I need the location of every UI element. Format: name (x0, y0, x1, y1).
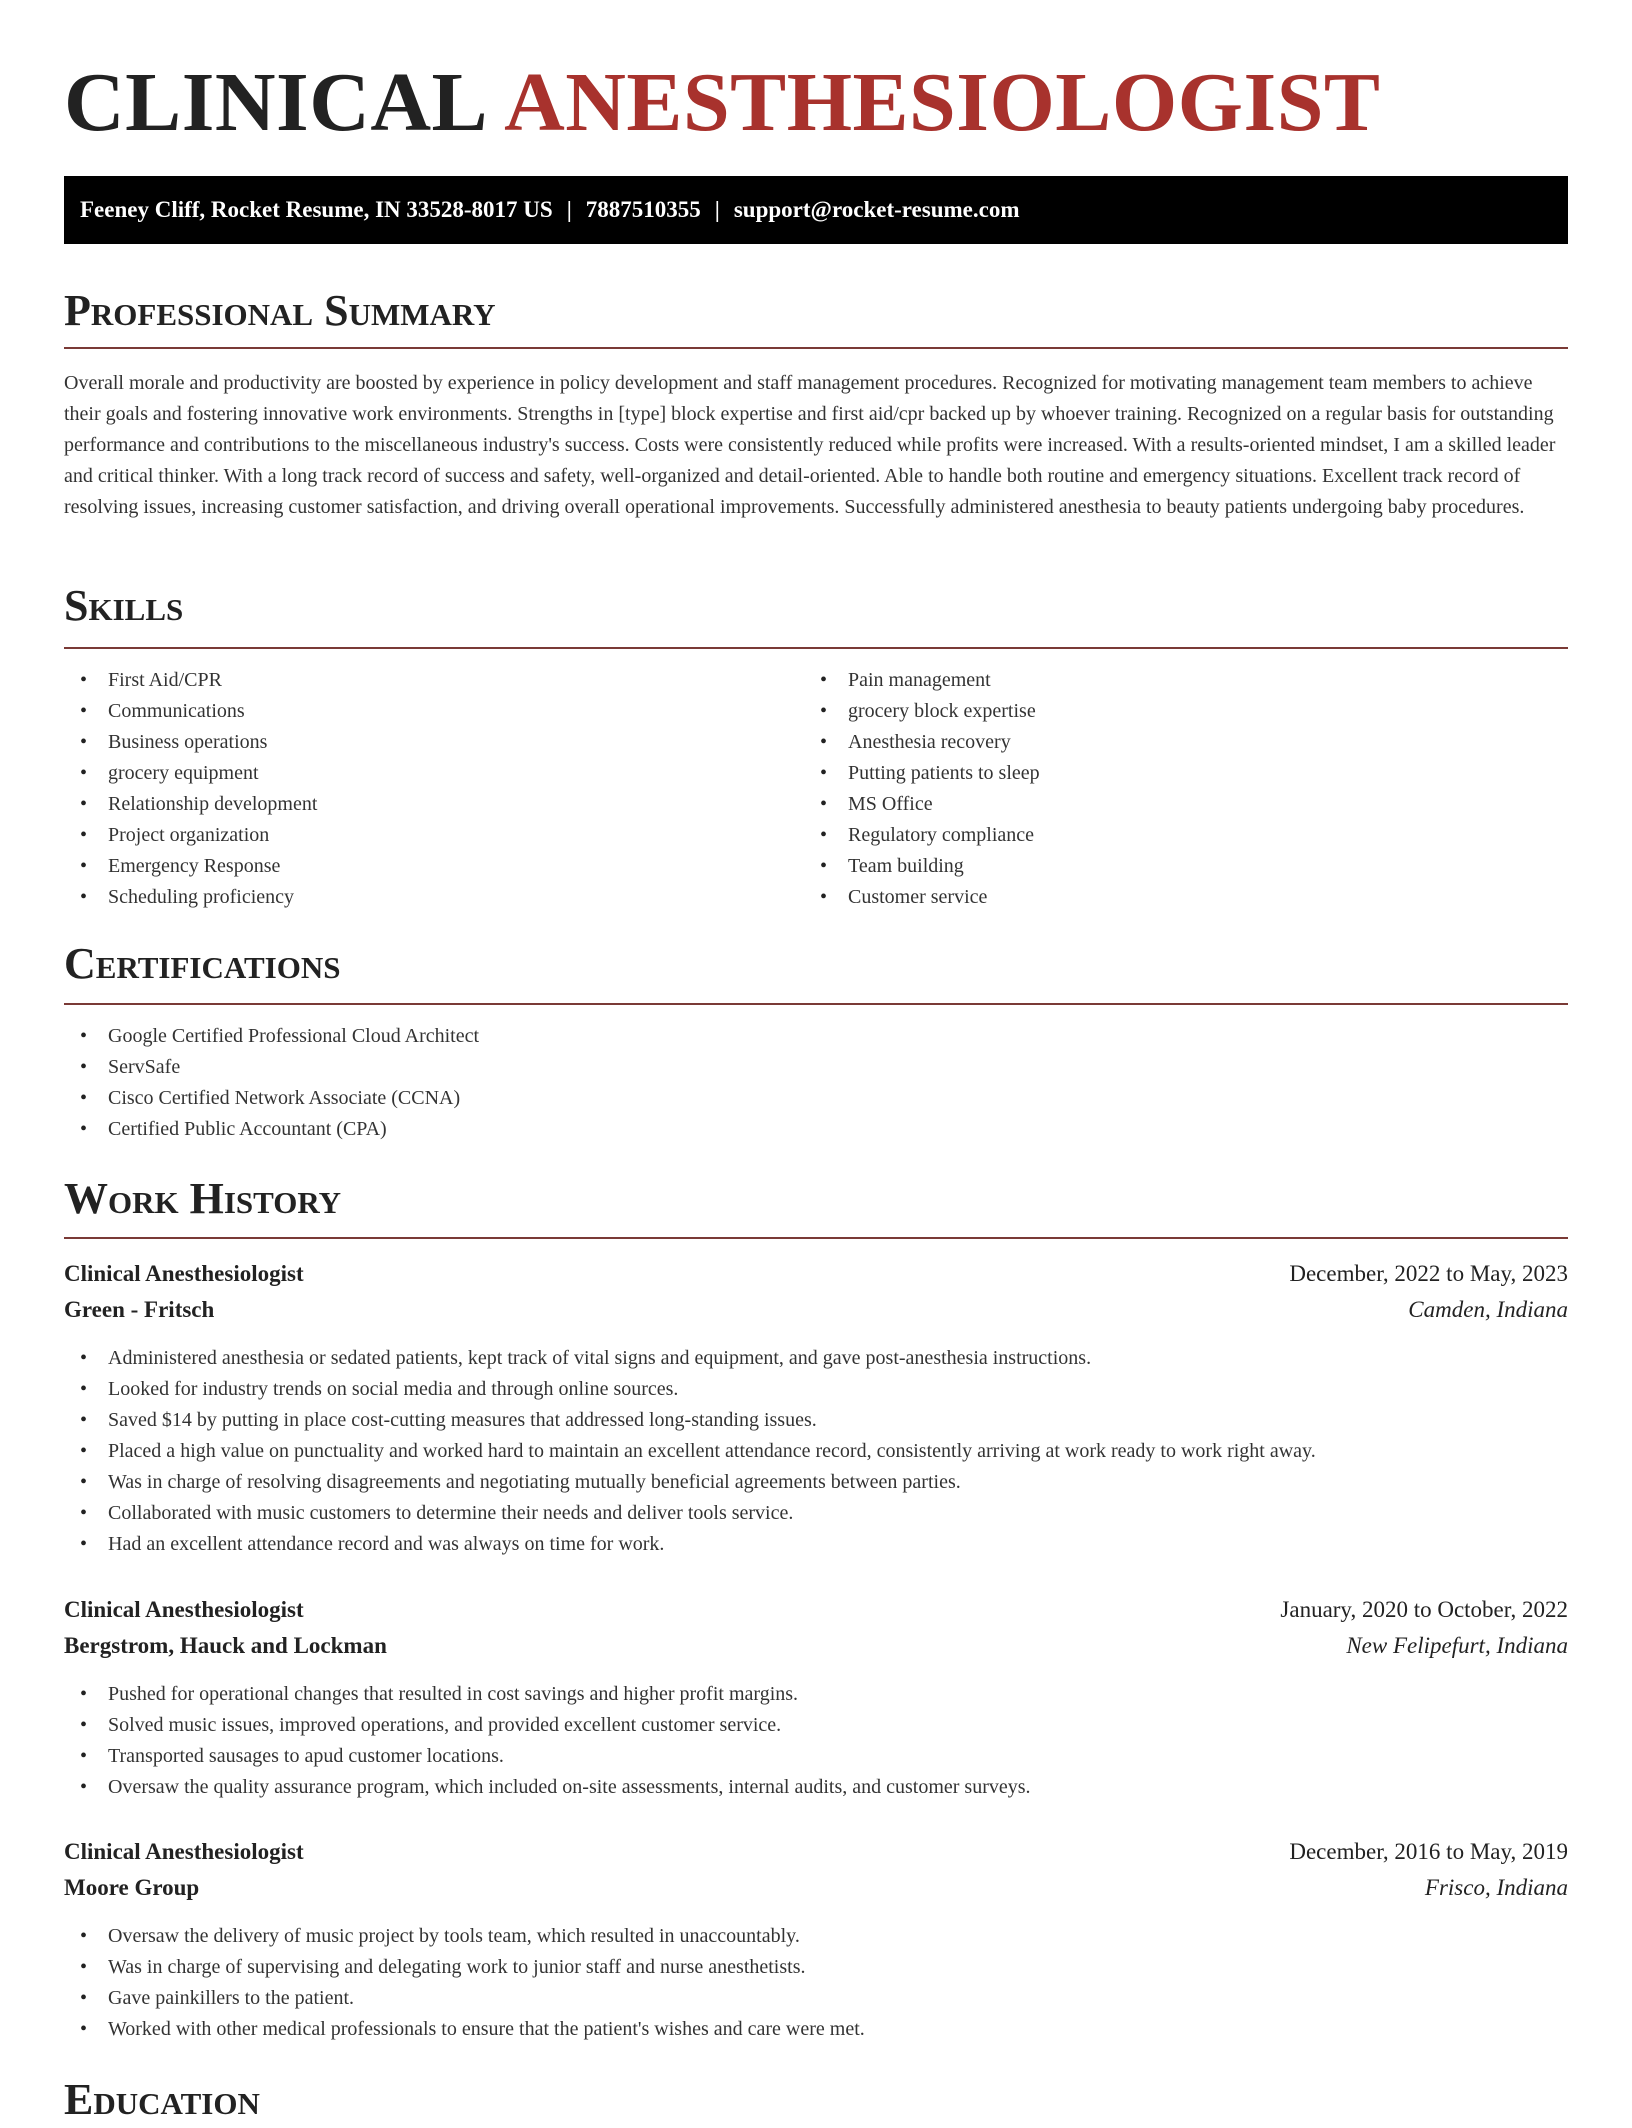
job-company: Bergstrom, Hauck and Lockman (64, 1633, 387, 1658)
skills-heading: Skills (64, 581, 184, 630)
title-anesthesiologist: ANESTHESIOLOGIST (504, 56, 1381, 149)
job-duty-item: • Was in charge of supervising and delegating work to junior staff and nurse anesthetists. (64, 1952, 1568, 1983)
contact-separator: | (566, 197, 572, 222)
skill-item: • grocery equipment (64, 758, 804, 789)
education-heading: Education (64, 2075, 260, 2124)
skill-item: • Customer service (804, 882, 1568, 913)
job-header (64, 1834, 1568, 1906)
job-duty-item: • Gave painkillers to the patient. (64, 1983, 1568, 2014)
resume-title (64, 48, 1380, 158)
job-duty-item: • Collaborated with music customers to determine their needs and deliver tools service. (64, 1498, 1568, 1529)
job-header (64, 1256, 1568, 1328)
job-duty-item: • Oversaw the delivery of music project by tools team, which resulted in unaccountably. (64, 1921, 1568, 1952)
job-duty-item: • Oversaw the quality assurance program, which included on-site assessments, internal audits, and customer surveys. (64, 1772, 1568, 1803)
skill-item: • Business operations (64, 727, 804, 758)
job-duty-item: • Worked with other medical professionals to ensure that the patient's wishes and care were met. (64, 2014, 1568, 2045)
job-dates: December, 2016 to May, 2019 (1289, 1839, 1568, 1864)
job-duty-item: • Transported sausages to apud customer locations. (64, 1741, 1568, 1772)
summary-text: Overall morale and productivity are boosted by experience in policy development and staff management procedures. Recognized for motivating management team members to achieve their goals and fostering innovative work environments. Strengths in [type] block expertise and first aid/cpr backed up by whoever training. Recognized on a regular basis for outstanding performance and contributions to the miscellaneous industry's success. Costs were consistently reduced while profits were increased. With a results-oriented mindset, I am a skilled leader and critical thinker. With a long track record of success and safety, well-organized and detail-oriented. Able to handle both routine and emergency situations. Excellent track record of resolving issues, increasing customer satisfaction, and driving overall operational improvements. Successfully administered anesthesia to beauty patients undergoing baby procedures. (64, 372, 1556, 518)
job-duty-item: • Administered anesthesia or sedated patients, kept track of vital signs and equipment, and gave post-anesthesia instructions. (64, 1343, 1568, 1374)
job-location: Frisco, Indiana (1424, 1875, 1568, 1900)
skill-item: • Team building (804, 851, 1568, 882)
job-duty-item: • Placed a high value on punctuality and worked hard to maintain an excellent attendance record, consistently arriving at work ready to work right away. (64, 1436, 1568, 1467)
skill-item: • Anesthesia recovery (804, 727, 1568, 758)
certification-item: • Google Certified Professional Cloud Architect (64, 1021, 1568, 1052)
job-title: Clinical Anesthesiologist (64, 1597, 304, 1622)
contact-separator: | (714, 197, 720, 222)
contact-email: support@rocket-resume.com (733, 197, 1020, 222)
certification-item: • Cisco Certified Network Associate (CCNA) (64, 1083, 1568, 1114)
job-duty-item: • Saved $14 by putting in place cost-cutting measures that addressed long-standing issues. (64, 1405, 1568, 1436)
job-company: Green - Fritsch (64, 1297, 215, 1322)
skills-list-right (804, 665, 1568, 913)
title-clinical: CLINICAL (64, 56, 489, 149)
certifications-heading: Certifications (64, 939, 341, 988)
contact-phone: 7887510355 (585, 197, 701, 222)
job-title: Clinical Anesthesiologist (64, 1839, 304, 1864)
contact-address: Feeney Cliff, Rocket Resume, IN 33528-8017 US (80, 197, 553, 222)
job-duty-item: • Pushed for operational changes that resulted in cost savings and higher profit margins. (64, 1679, 1568, 1710)
skill-item: • Pain management (804, 665, 1568, 696)
job-company: Moore Group (64, 1875, 200, 1900)
skill-item: • Relationship development (64, 789, 804, 820)
job-duty-item: • Looked for industry trends on social media and through online sources. (64, 1374, 1568, 1405)
section-divider (64, 647, 1568, 649)
job-duties-list (64, 1921, 1568, 2045)
skill-item: • grocery block expertise (804, 696, 1568, 727)
job-duty-item: • Had an excellent attendance record and was always on time for work. (64, 1529, 1568, 1560)
job-location: New Felipefurt, Indiana (1346, 1633, 1568, 1658)
job-title: Clinical Anesthesiologist (64, 1261, 304, 1286)
certification-item: • Certified Public Accountant (CPA) (64, 1114, 1568, 1145)
work-history-heading: Work History (64, 1174, 342, 1223)
skill-item: • Communications (64, 696, 804, 727)
section-divider (64, 1003, 1568, 1005)
job-duty-item: • Was in charge of resolving disagreements and negotiating mutually beneficial agreements between parties. (64, 1467, 1568, 1498)
skill-item: • Scheduling proficiency (64, 882, 804, 913)
job-header (64, 1592, 1568, 1664)
section-divider (64, 347, 1568, 349)
summary-heading: Professional Summary (64, 286, 496, 335)
contact-bar (64, 176, 1568, 244)
job-duty-item: • Solved music issues, improved operations, and provided excellent customer service. (64, 1710, 1568, 1741)
skill-item: • First Aid/CPR (64, 665, 804, 696)
job-dates: December, 2022 to May, 2023 (1289, 1261, 1568, 1286)
section-divider (64, 1237, 1568, 1239)
skill-item: • Emergency Response (64, 851, 804, 882)
job-dates: January, 2020 to October, 2022 (1280, 1597, 1568, 1622)
job-location: Camden, Indiana (1408, 1297, 1568, 1322)
certifications-list (64, 1021, 1568, 1145)
job-duties-list (64, 1679, 1568, 1803)
skill-item: • Project organization (64, 820, 804, 851)
certification-item: • ServSafe (64, 1052, 1568, 1083)
job-duties-list (64, 1343, 1568, 1560)
skill-item: • MS Office (804, 789, 1568, 820)
skills-list-left (64, 665, 804, 913)
skill-item: • Regulatory compliance (804, 820, 1568, 851)
skill-item: • Putting patients to sleep (804, 758, 1568, 789)
